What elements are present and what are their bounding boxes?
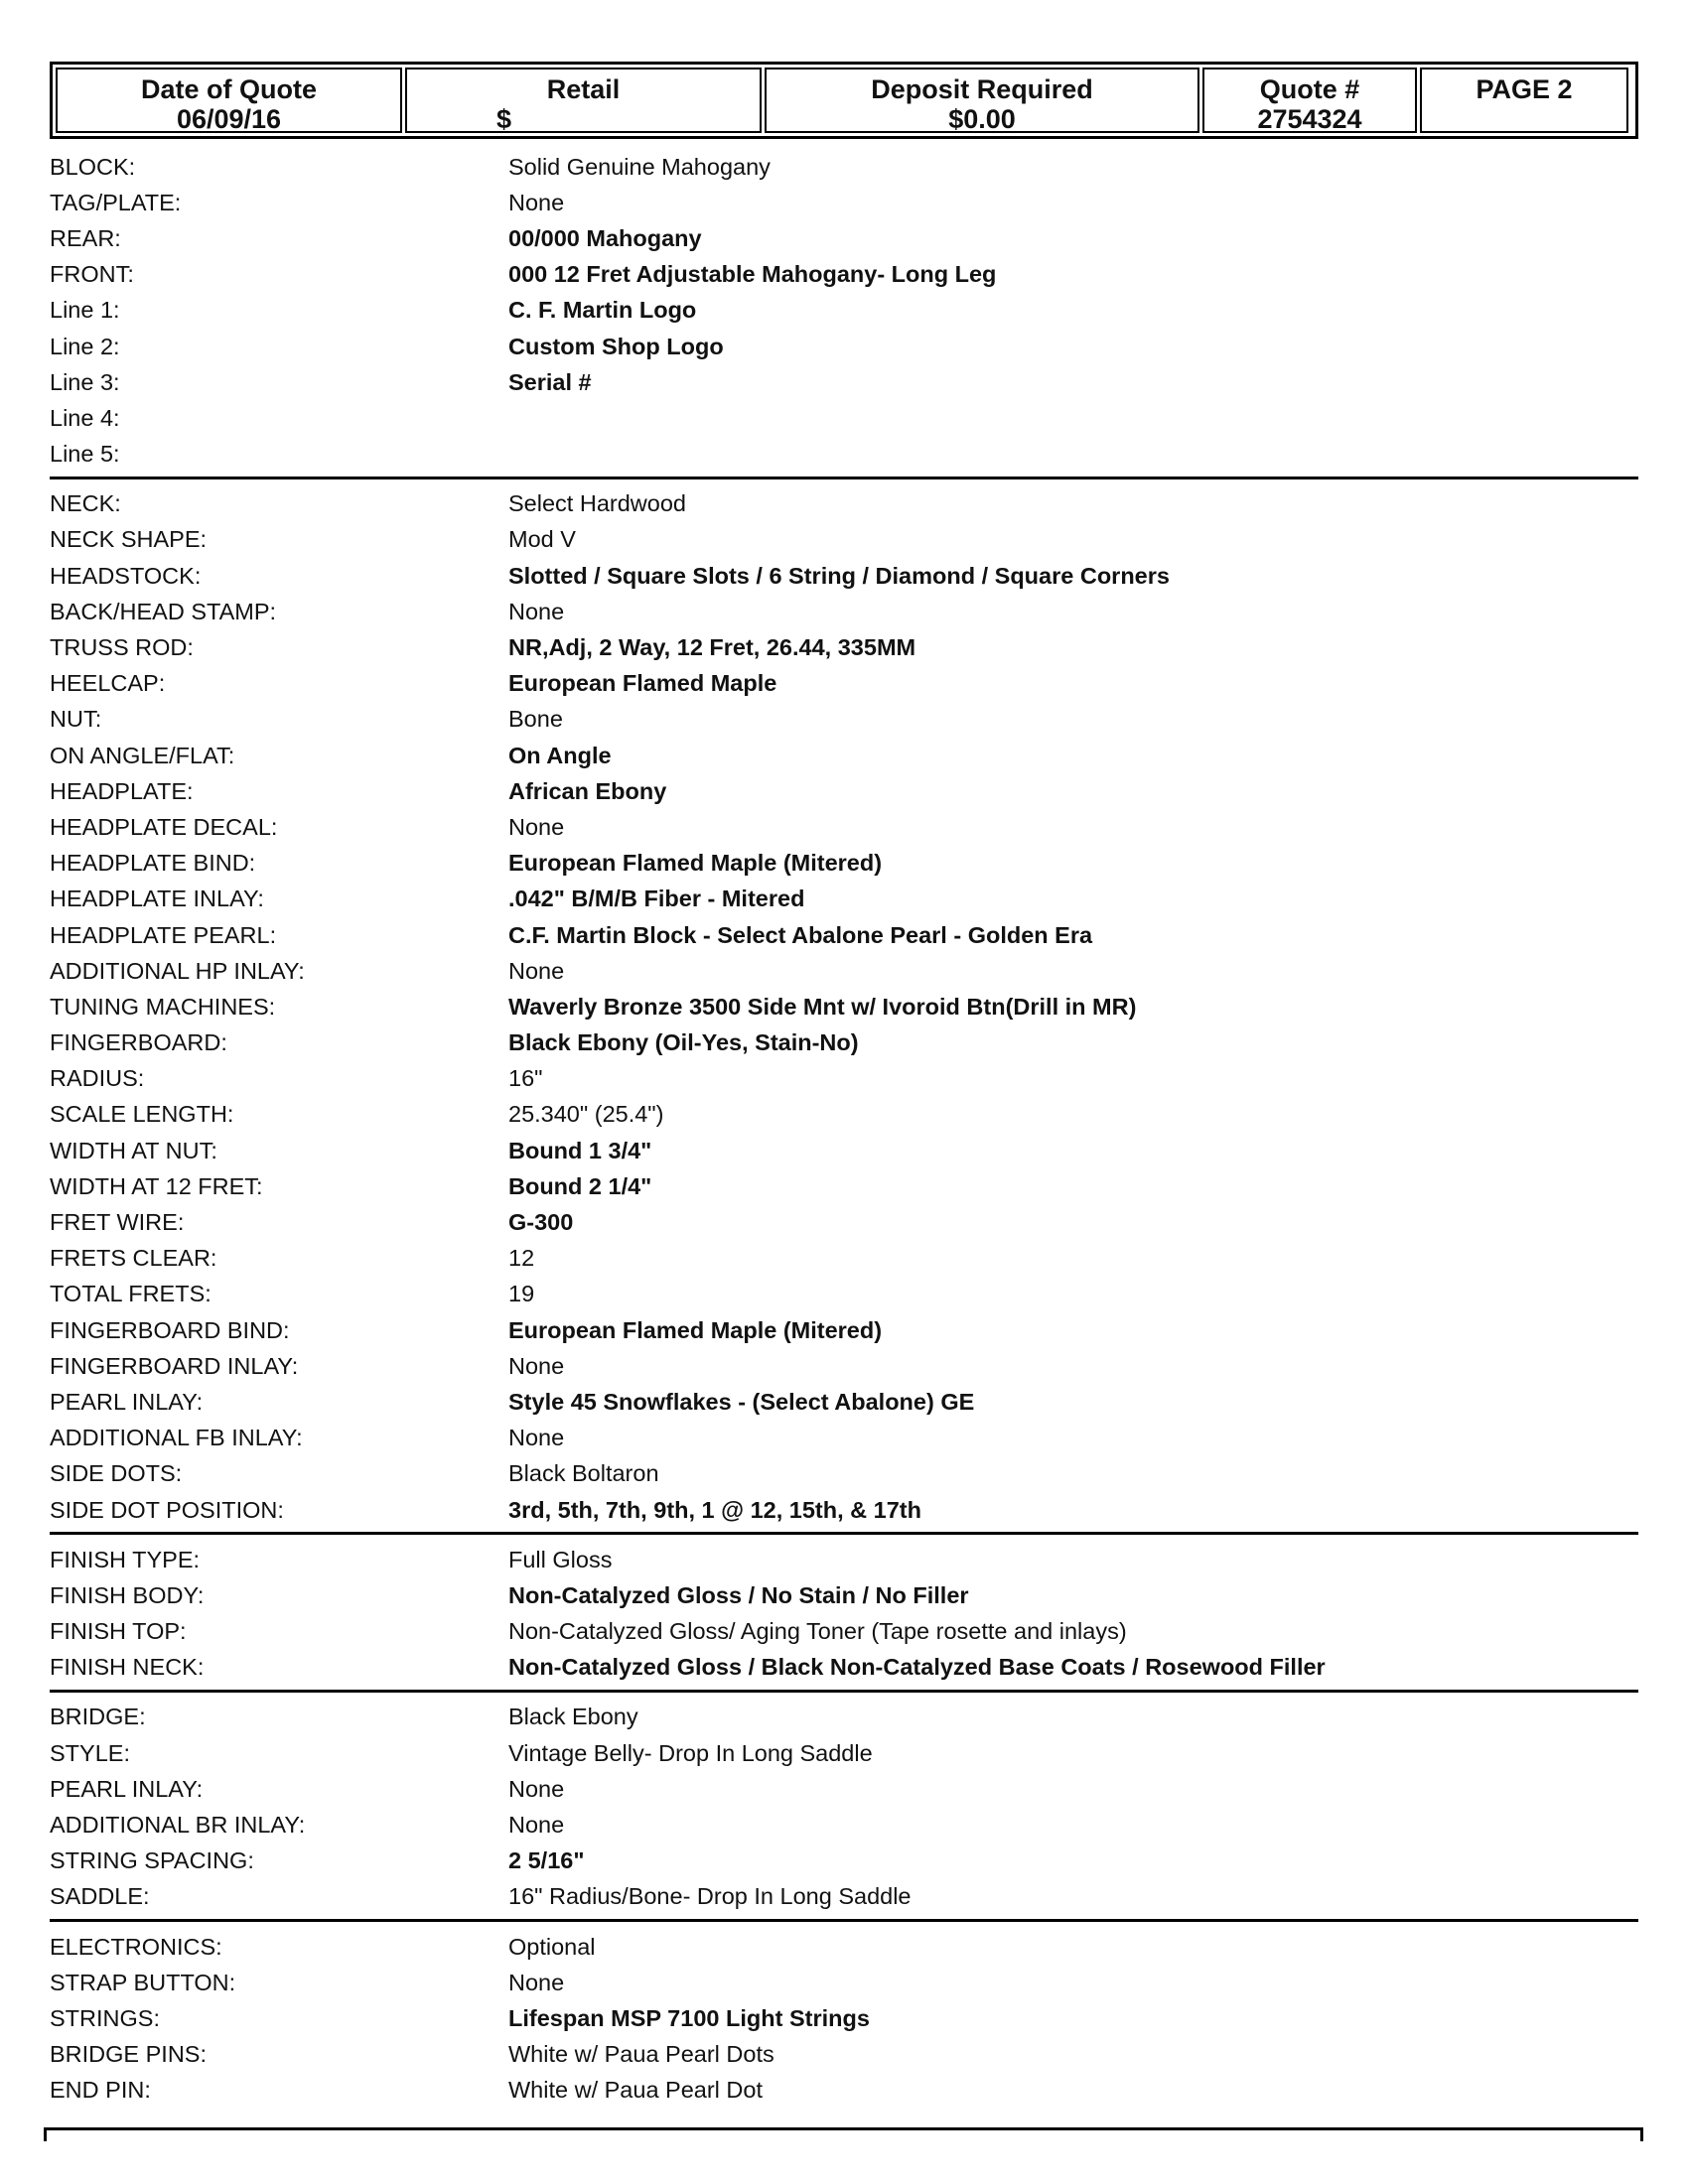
spec-value: None <box>508 1969 565 1995</box>
spec-row <box>50 594 1638 629</box>
spec-row <box>50 846 1638 882</box>
spec-value: Bound 1 3/4" <box>508 1137 652 1163</box>
spec-label: RADIUS: <box>50 1065 145 1092</box>
spec-value: C. F. Martin Logo <box>508 297 697 324</box>
spec-row <box>50 293 1638 329</box>
spec-label: SADDLE: <box>50 1883 150 1910</box>
page-number-cell <box>1420 68 1628 133</box>
spec-value: Non-Catalyzed Gloss / No Stain / No Filler <box>508 1581 969 1608</box>
spec-label: Line 1: <box>50 297 120 324</box>
spec-row <box>50 522 1638 558</box>
spec-label: SCALE LENGTH: <box>50 1101 234 1128</box>
spec-row <box>50 1492 1638 1528</box>
spec-label: ADDITIONAL BR INLAY: <box>50 1812 306 1839</box>
spec-value: Optional <box>508 1933 596 1960</box>
spec-row <box>50 437 1638 473</box>
spec-label: STRING SPACING: <box>50 1847 254 1874</box>
spec-row <box>50 149 1638 185</box>
spec-row <box>50 1025 1638 1061</box>
spec-value: 12 <box>508 1245 535 1272</box>
spec-value: 2 5/16" <box>508 1847 585 1874</box>
spec-row <box>50 882 1638 917</box>
spec-row <box>50 666 1638 702</box>
date-of-quote-label: Date of Quote <box>140 74 317 104</box>
spec-value: European Flamed Maple (Mitered) <box>508 850 883 877</box>
spec-row <box>50 738 1638 773</box>
spec-row <box>50 1133 1638 1168</box>
spec-label: STYLE: <box>50 1739 130 1766</box>
spec-row <box>50 1650 1638 1686</box>
spec-row <box>50 989 1638 1024</box>
spec-row <box>50 329 1638 364</box>
spec-section <box>50 1919 1638 2113</box>
quote-header <box>50 62 1638 139</box>
spec-row <box>50 400 1638 436</box>
spec-label: TRUSS ROD: <box>50 634 194 661</box>
spec-value: 19 <box>508 1281 535 1307</box>
spec-section <box>50 149 1638 477</box>
spec-label: HEELCAP: <box>50 670 166 697</box>
spec-row <box>50 1700 1638 1735</box>
spec-label: Line 4: <box>50 404 120 431</box>
spec-label: HEADPLATE: <box>50 777 194 804</box>
spec-row <box>50 953 1638 989</box>
spec-value: None <box>508 1812 565 1839</box>
spec-row <box>50 1204 1638 1240</box>
spec-value: None <box>508 1775 565 1802</box>
spec-value: On Angle <box>508 742 612 768</box>
spec-value: Custom Shop Logo <box>508 333 724 359</box>
footer-rule <box>44 2127 1643 2141</box>
spec-row <box>50 1061 1638 1097</box>
spec-row <box>50 486 1638 522</box>
spec-label: FRONT: <box>50 261 134 288</box>
deposit-required-value: $0.00 <box>948 104 1016 134</box>
spec-label: FINGERBOARD INLAY: <box>50 1352 299 1379</box>
spec-row <box>50 1348 1638 1384</box>
spec-label: WIDTH AT 12 FRET: <box>50 1172 263 1199</box>
spec-label: FINISH TYPE: <box>50 1546 201 1572</box>
spec-value: Black Ebony <box>508 1704 638 1730</box>
spec-value: Black Boltaron <box>508 1460 659 1487</box>
spec-row <box>50 1807 1638 1843</box>
spec-label: REAR: <box>50 224 121 251</box>
spec-row <box>50 702 1638 738</box>
spec-value: Non-Catalyzed Gloss/ Aging Toner (Tape rosette and inlays) <box>508 1618 1127 1645</box>
spec-label: HEADPLATE DECAL: <box>50 813 278 840</box>
spec-label: FINGERBOARD BIND: <box>50 1316 290 1343</box>
spec-label: ADDITIONAL FB INLAY: <box>50 1425 303 1451</box>
spec-label: BACK/HEAD STAMP: <box>50 598 277 624</box>
spec-value: NR,Adj, 2 Way, 12 Fret, 26.44, 335MM <box>508 634 916 661</box>
spec-row <box>50 257 1638 293</box>
spec-row <box>50 1879 1638 1915</box>
deposit-required-cell <box>765 68 1199 133</box>
spec-row <box>50 1241 1638 1277</box>
spec-row <box>50 1965 1638 2000</box>
spec-value: Bound 2 1/4" <box>508 1172 652 1199</box>
spec-row <box>50 1421 1638 1456</box>
spec-value: Vintage Belly- Drop In Long Saddle <box>508 1739 873 1766</box>
spec-row <box>50 1929 1638 1965</box>
spec-value: White w/ Paua Pearl Dot <box>508 2077 763 2104</box>
quote-number-label: Quote # <box>1259 74 1360 104</box>
spec-value: None <box>508 189 565 215</box>
spec-label: ADDITIONAL HP INLAY: <box>50 957 305 984</box>
spec-value: 25.340" (25.4") <box>508 1101 664 1128</box>
spec-row <box>50 1312 1638 1348</box>
spec-value: White w/ Paua Pearl Dots <box>508 2041 774 2068</box>
spec-label: HEADPLATE INLAY: <box>50 886 264 912</box>
spec-label: Line 5: <box>50 441 120 468</box>
date-of-quote-cell <box>56 68 402 133</box>
spec-value: European Flamed Maple <box>508 670 777 697</box>
spec-row <box>50 629 1638 665</box>
spec-label: NUT: <box>50 706 102 733</box>
spec-value: Waverly Bronze 3500 Side Mnt w/ Ivoroid Btn(Drill in MR) <box>508 993 1137 1020</box>
spec-value: Full Gloss <box>508 1546 613 1572</box>
retail-cell <box>405 68 762 133</box>
spec-label: PEARL INLAY: <box>50 1388 204 1415</box>
spec-label: STRINGS: <box>50 2004 160 2031</box>
spec-value: 000 12 Fret Adjustable Mahogany- Long Leg <box>508 261 997 288</box>
spec-label: FINISH NECK: <box>50 1654 205 1681</box>
spec-value: G-300 <box>508 1209 574 1236</box>
spec-row <box>50 1456 1638 1492</box>
spec-value: Select Hardwood <box>508 490 686 517</box>
spec-value: 00/000 Mahogany <box>508 224 702 251</box>
spec-row <box>50 220 1638 256</box>
spec-label: SIDE DOTS: <box>50 1460 183 1487</box>
spec-value: .042" B/M/B Fiber - Mitered <box>508 886 805 912</box>
spec-value: Black Ebony (Oil-Yes, Stain-No) <box>508 1029 859 1056</box>
spec-label: HEADPLATE PEARL: <box>50 921 277 948</box>
date-of-quote-value: 06/09/16 <box>176 104 282 134</box>
spec-label: ON ANGLE/FLAT: <box>50 742 235 768</box>
spec-list <box>50 149 1638 2113</box>
spec-value: Non-Catalyzed Gloss / Black Non-Catalyzed Base Coats / Rosewood Filler <box>508 1654 1326 1681</box>
spec-label: TOTAL FRETS: <box>50 1281 211 1307</box>
spec-value: African Ebony <box>508 777 667 804</box>
spec-label: Line 2: <box>50 333 120 359</box>
spec-row <box>50 2037 1638 2073</box>
spec-row <box>50 1843 1638 1879</box>
spec-row <box>50 1577 1638 1613</box>
spec-row <box>50 1614 1638 1650</box>
spec-row <box>50 917 1638 953</box>
spec-row <box>50 1542 1638 1577</box>
retail-value: $ <box>496 104 512 134</box>
spec-label: PEARL INLAY: <box>50 1775 204 1802</box>
quote-number-cell <box>1202 68 1417 133</box>
spec-label: FRET WIRE: <box>50 1209 185 1236</box>
page-number-label: PAGE 2 <box>1476 74 1573 104</box>
spec-value: European Flamed Maple (Mitered) <box>508 1316 883 1343</box>
spec-label: STRAP BUTTON: <box>50 1969 236 1995</box>
spec-value: 3rd, 5th, 7th, 9th, 1 @ 12, 15th, & 17th <box>508 1496 921 1523</box>
spec-row <box>50 2000 1638 2036</box>
spec-label: TAG/PLATE: <box>50 189 182 215</box>
spec-value: Serial # <box>508 368 592 395</box>
spec-row <box>50 1097 1638 1133</box>
spec-value: None <box>508 598 565 624</box>
spec-section <box>50 1532 1638 1690</box>
spec-row <box>50 558 1638 594</box>
spec-label: HEADPLATE BIND: <box>50 850 256 877</box>
spec-row <box>50 185 1638 220</box>
spec-row <box>50 2073 1638 2109</box>
spec-value: Solid Genuine Mahogany <box>508 153 771 180</box>
spec-value: Slotted / Square Slots / 6 String / Diamond / Square Corners <box>508 562 1170 589</box>
spec-value: None <box>508 1425 565 1451</box>
spec-label: SIDE DOT POSITION: <box>50 1496 284 1523</box>
spec-label: Line 3: <box>50 368 120 395</box>
spec-label: FINGERBOARD: <box>50 1029 227 1056</box>
spec-value: C.F. Martin Block - Select Abalone Pearl - Golden Era <box>508 921 1093 948</box>
spec-label: HEADSTOCK: <box>50 562 202 589</box>
spec-label: FINISH BODY: <box>50 1581 205 1608</box>
quote-number-value: 2754324 <box>1257 104 1362 134</box>
retail-label: Retail <box>546 74 621 104</box>
spec-label: NECK: <box>50 490 121 517</box>
deposit-required-label: Deposit Required <box>871 74 1093 104</box>
spec-label: END PIN: <box>50 2077 151 2104</box>
spec-value: Lifespan MSP 7100 Light Strings <box>508 2004 870 2031</box>
spec-section <box>50 1690 1638 1919</box>
spec-row <box>50 1771 1638 1807</box>
spec-value: None <box>508 1352 565 1379</box>
spec-value: 16" <box>508 1065 543 1092</box>
spec-row <box>50 1384 1638 1420</box>
spec-label: FINISH TOP: <box>50 1618 187 1645</box>
spec-label: BLOCK: <box>50 153 136 180</box>
spec-row <box>50 1277 1638 1312</box>
spec-value: Mod V <box>508 526 576 553</box>
spec-row <box>50 809 1638 845</box>
spec-row <box>50 1735 1638 1771</box>
spec-row <box>50 364 1638 400</box>
spec-label: FRETS CLEAR: <box>50 1245 217 1272</box>
spec-label: ELECTRONICS: <box>50 1933 222 1960</box>
spec-row <box>50 1168 1638 1204</box>
spec-label: BRIDGE: <box>50 1704 146 1730</box>
spec-value: None <box>508 813 565 840</box>
spec-label: NECK SHAPE: <box>50 526 208 553</box>
spec-label: TUNING MACHINES: <box>50 993 276 1020</box>
spec-value: 16" Radius/Bone- Drop In Long Saddle <box>508 1883 912 1910</box>
spec-section <box>50 477 1638 1532</box>
spec-value: Bone <box>508 706 563 733</box>
spec-row <box>50 773 1638 809</box>
spec-label: BRIDGE PINS: <box>50 2041 208 2068</box>
spec-value: None <box>508 957 565 984</box>
spec-value: Style 45 Snowflakes - (Select Abalone) GE <box>508 1388 975 1415</box>
spec-label: WIDTH AT NUT: <box>50 1137 217 1163</box>
